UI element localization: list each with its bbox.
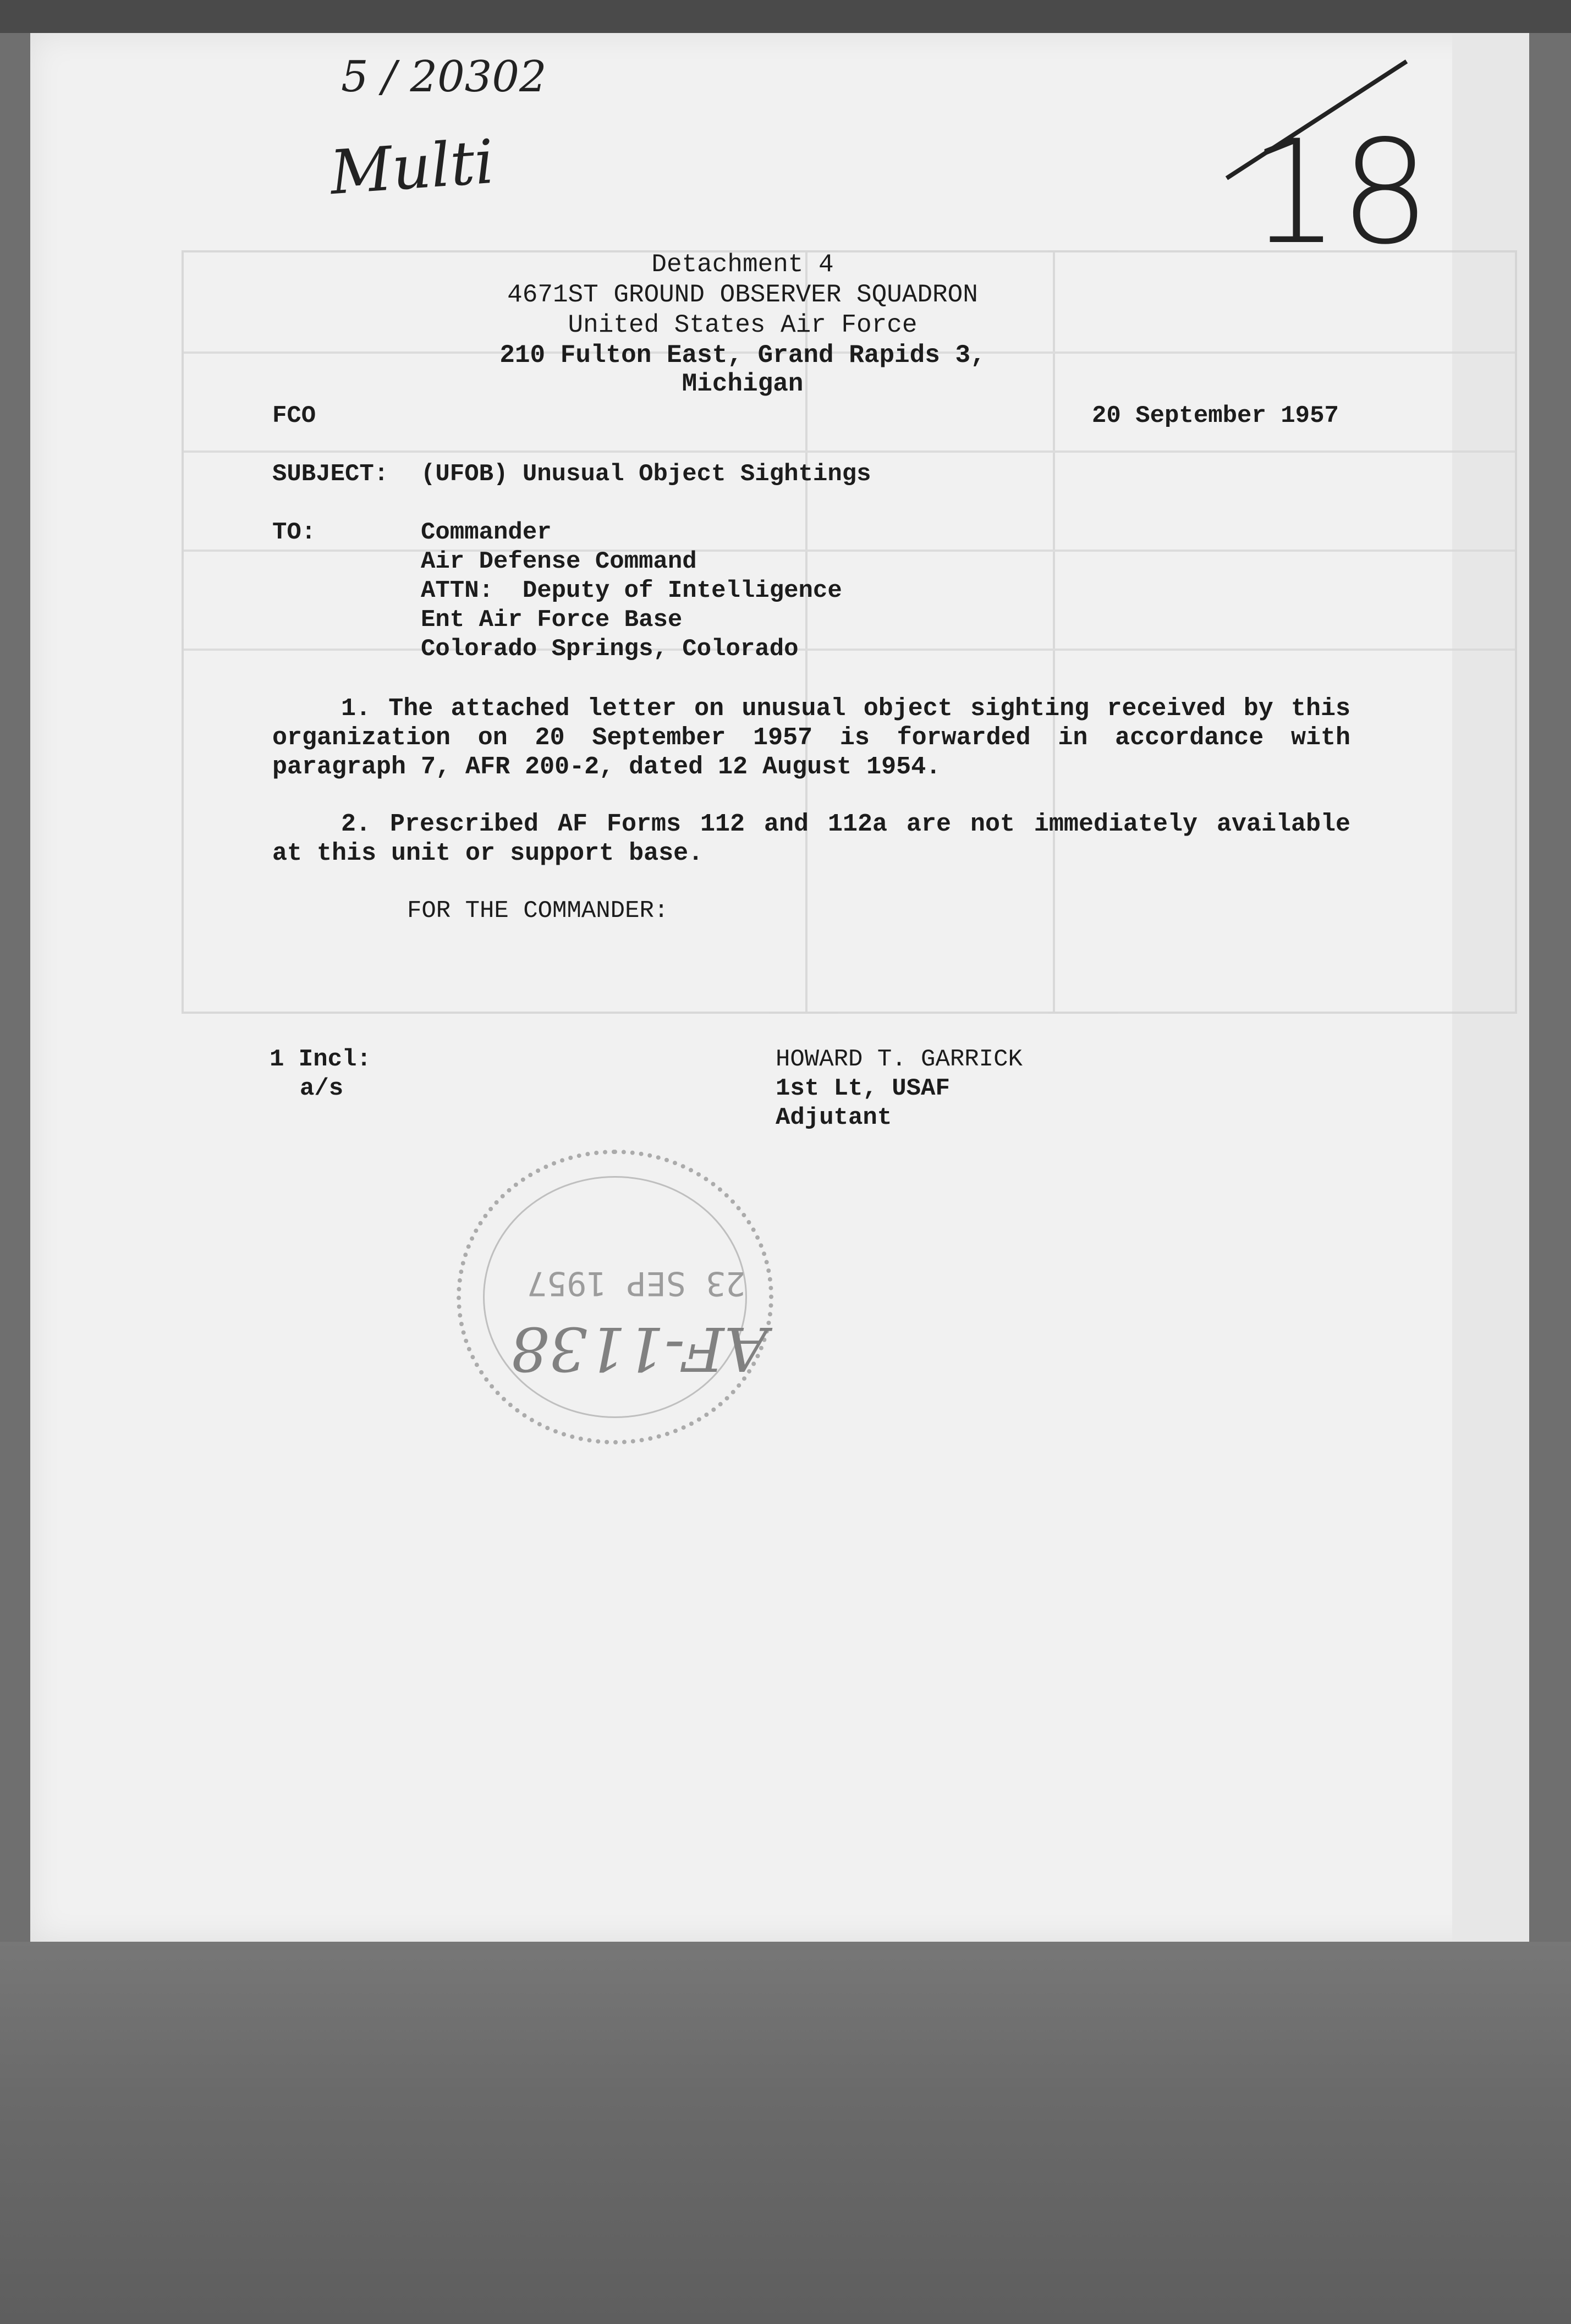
enclosure-count: 1 Incl: <box>270 1046 371 1073</box>
ghost-col <box>1053 252 1055 1012</box>
letterhead-address: 210 Fulton East, Grand Rapids 3, Michigan <box>499 341 986 398</box>
paragraph-1: 1. The attached letter on unusual object sighting received by this organization on 20 September 1957 is forwarded in accordance with paragraph 7, AFR 200-2, dated 12 August 1954. <box>272 695 1350 781</box>
closing-line: FOR THE COMMANDER: <box>407 897 669 925</box>
letterhead-detachment: Detachment 4 <box>651 250 834 279</box>
to-line: Commander <box>421 519 552 546</box>
letterhead-service: United States Air Force <box>568 311 918 339</box>
subject-label: SUBJECT: <box>272 460 389 488</box>
to-line: Air Defense Command <box>421 548 697 575</box>
signature-rank: 1st Lt, USAF <box>776 1075 950 1102</box>
handwritten-multi-note: Multi <box>327 126 497 208</box>
to-line: Colorado Springs, Colorado <box>421 635 799 663</box>
to-label: TO: <box>272 519 316 546</box>
reference-code: FCO <box>272 402 316 430</box>
signature-name: HOWARD T. GARRICK <box>776 1046 1023 1073</box>
subject-text: (UFOB) Unusual Object Sightings <box>421 460 871 488</box>
handwritten-page-number: 18 <box>1249 110 1431 276</box>
stamp-number: AF-1138 <box>510 1314 768 1384</box>
to-line: ATTN: Deputy of Intelligence <box>421 577 842 605</box>
ghost-row <box>184 450 1515 453</box>
film-border-top <box>0 0 1571 33</box>
enclosure-ref: a/s <box>300 1075 344 1102</box>
ghost-row <box>184 649 1515 651</box>
paragraph-2: 2. Prescribed AF Forms 112 and 112a are not immediately available at this unit or support base. <box>272 810 1350 867</box>
signature-title: Adjutant <box>776 1104 892 1131</box>
stamp-date: 23 SEP 1957 <box>527 1264 746 1303</box>
letter-date: 20 September 1957 <box>1092 402 1339 430</box>
letterhead-squadron: 4671ST GROUND OBSERVER SQUADRON <box>507 281 978 309</box>
to-line: Ent Air Force Base <box>421 606 683 634</box>
ghost-row <box>184 550 1515 552</box>
film-border-bottom <box>0 1942 1571 2324</box>
handwritten-file-number: 5 / 20302 <box>341 52 547 102</box>
received-stamp <box>457 1150 773 1444</box>
